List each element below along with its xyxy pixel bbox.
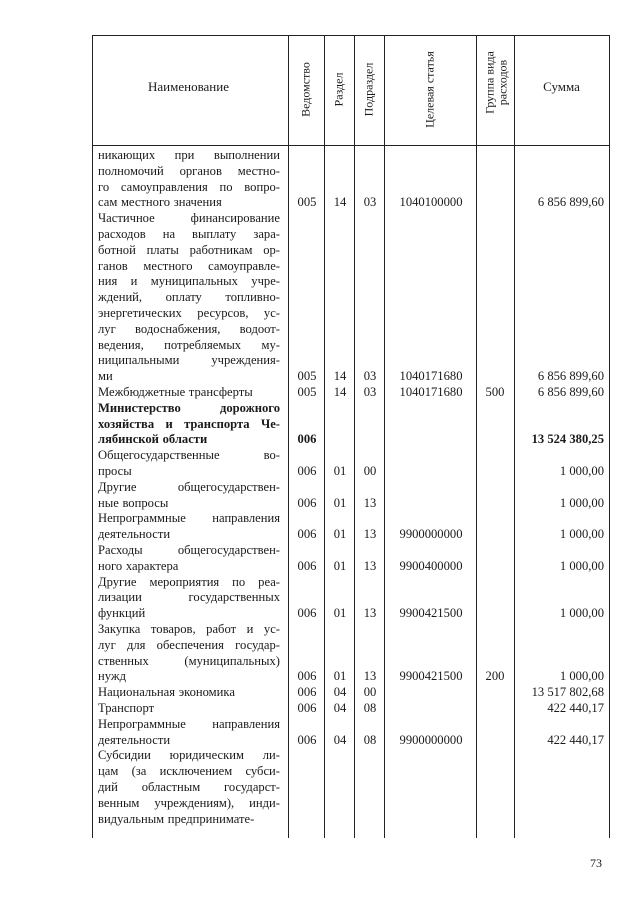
header-grp-line2: расходов (495, 59, 510, 106)
row-razdel: 01 (333, 495, 347, 510)
column-border (384, 35, 385, 838)
column-border (288, 35, 289, 838)
row-sum: 422 440,17 (547, 732, 604, 747)
row-name-line: ждений, оплату топливно- (98, 290, 280, 305)
row-name-line: ные вопросы (98, 495, 169, 510)
row-razdel: 14 (333, 385, 347, 399)
row-podrazdel: 13 (363, 527, 377, 542)
row-name-line: луг для обеспечения государ- (98, 637, 280, 652)
row-sum: 422 440,17 (547, 701, 604, 715)
row-name (98, 401, 280, 448)
row-cel: 9900000000 (399, 527, 463, 542)
row-ved: 006 (297, 527, 317, 542)
row-razdel: 14 (333, 369, 347, 384)
row-name-line: ми (98, 369, 113, 384)
row-name-line: Министерство дорожного (98, 400, 280, 415)
row-name-line: полномочий органов местно- (98, 163, 280, 178)
table-header-bottom-border (92, 145, 609, 146)
row-name (98, 575, 280, 622)
row-grp: 500 (485, 385, 505, 399)
row-ved: 005 (297, 369, 317, 384)
row-razdel: 04 (333, 701, 347, 715)
row-ved: 006 (297, 558, 317, 573)
header-podrazdel: Подраздел (361, 62, 376, 117)
row-name-line: луг водоснабжения, водоот- (98, 321, 280, 336)
row-sum: 13 517 802,68 (531, 685, 604, 700)
row-podrazdel: 00 (363, 463, 377, 478)
row-cel: 9900000000 (399, 732, 463, 747)
row-ved: 006 (297, 685, 317, 700)
row-name-line: Транспорт (98, 701, 155, 715)
row-podrazdel: 08 (363, 732, 377, 747)
row-name-line: видуальным предпринимате- (98, 811, 255, 826)
row-razdel: 01 (333, 527, 347, 542)
row-ved: 006 (297, 701, 317, 715)
header-grp-line1: Группа вида (482, 51, 497, 114)
row-name-line: ственных (муниципальных) (98, 653, 280, 668)
row-razdel: 14 (333, 195, 347, 210)
row-ved: 006 (297, 732, 317, 747)
row-name-line: Расходы общегосударствен- (98, 543, 280, 557)
row-name-line: Непрограммные направления (98, 716, 280, 731)
row-name-line: ведения, потребляемых му- (98, 337, 280, 352)
row-name-line: ниципальными учреждения- (98, 353, 280, 368)
row-podrazdel: 13 (363, 606, 377, 621)
row-name-line: функций (98, 606, 146, 621)
row-cel: 1040171680 (399, 385, 463, 399)
header-sum: Сумма (543, 79, 580, 94)
row-name (98, 148, 280, 211)
row-name-line: ганов местного самоуправле- (98, 258, 280, 273)
page-number: 73 (590, 856, 602, 870)
header-name: Наименование (148, 79, 229, 94)
row-name-line: сам местного значения (98, 195, 222, 210)
row-name (98, 748, 280, 827)
row-name (98, 480, 280, 512)
row-cel: 9900421500 (399, 606, 463, 621)
row-name-line: лябинской области (98, 432, 208, 447)
row-name-line: Национальная экономика (98, 685, 235, 700)
row-razdel: 04 (333, 685, 347, 700)
row-podrazdel: 08 (363, 701, 377, 715)
row-name-line: Другие мероприятия по реа- (98, 574, 280, 589)
row-sum: 1 000,00 (559, 606, 604, 621)
row-razdel: 01 (333, 463, 347, 478)
row-podrazdel: 13 (363, 558, 377, 573)
row-podrazdel: 13 (363, 669, 377, 684)
row-name-line: Субсидии юридическим ли- (98, 748, 280, 763)
row-name-line: ного характера (98, 558, 179, 573)
row-name (98, 385, 280, 401)
row-name-line: Непрограммные направления (98, 511, 280, 526)
row-cel: 1040100000 (399, 195, 463, 210)
row-name-line: лизации государственных (98, 590, 280, 605)
row-ved: 005 (297, 385, 317, 399)
row-name-line: цам (за исключением субси- (98, 764, 280, 779)
header-cel: Целевая статья (422, 51, 437, 128)
row-ved: 006 (297, 606, 317, 621)
row-name-line: ния и муниципальных учре- (98, 274, 280, 289)
row-sum: 1 000,00 (559, 463, 604, 478)
row-podrazdel: 03 (363, 195, 377, 210)
row-name-line: го самоуправления по вопро- (98, 179, 280, 194)
row-sum: 6 856 899,60 (537, 369, 604, 384)
row-sum: 6 856 899,60 (537, 385, 604, 399)
table-top-border (92, 35, 609, 36)
row-name-line: Общегосударственные во- (98, 448, 280, 463)
row-name-line: никающих при выполнении (98, 148, 280, 162)
row-podrazdel: 00 (363, 685, 377, 700)
row-name (98, 685, 280, 701)
row-name-line: ботной платы работникам ор- (98, 242, 280, 257)
header-razdel: Раздел (331, 72, 346, 107)
row-sum: 1 000,00 (559, 669, 604, 684)
row-name-line: деятельности (98, 527, 171, 542)
row-podrazdel: 13 (363, 495, 377, 510)
row-sum: 6 856 899,60 (537, 195, 604, 210)
row-podrazdel: 03 (363, 369, 377, 384)
row-name-line: просы (98, 463, 132, 478)
row-name (98, 543, 280, 575)
row-ved: 006 (297, 669, 317, 684)
row-name (98, 448, 280, 480)
row-razdel: 01 (333, 558, 347, 573)
row-razdel: 04 (333, 732, 347, 747)
row-sum: 13 524 380,25 (531, 432, 604, 447)
row-name-line: венным учреждениям), инди- (98, 795, 280, 810)
row-podrazdel: 03 (363, 385, 377, 399)
column-border (324, 35, 325, 838)
row-name (98, 717, 280, 749)
row-name-line: энергетических ресурсов, ус- (98, 305, 280, 320)
column-border (92, 35, 93, 838)
row-name-line: Другие общегосударствен- (98, 479, 280, 494)
row-name-line: Частичное финансирование (98, 211, 280, 226)
row-ved: 006 (297, 495, 317, 510)
row-cel: 9900421500 (399, 669, 463, 684)
row-name (98, 511, 280, 543)
row-grp: 200 (485, 669, 505, 684)
row-sum: 1 000,00 (559, 558, 604, 573)
row-ved: 006 (297, 463, 317, 478)
column-border (609, 35, 610, 838)
row-name-line: деятельности (98, 732, 171, 747)
row-name-line: нужд (98, 669, 126, 684)
row-name (98, 211, 280, 385)
column-border (354, 35, 355, 838)
row-name-line: расходов на выплату зара- (98, 226, 280, 241)
row-ved: 005 (297, 195, 317, 210)
row-name (98, 701, 280, 717)
row-sum: 1 000,00 (559, 495, 604, 510)
column-border (476, 35, 477, 838)
row-sum: 1 000,00 (559, 527, 604, 542)
row-name-line: Межбюджетные трансферты (98, 385, 253, 399)
row-ved: 006 (297, 432, 317, 447)
row-name (98, 622, 280, 685)
row-cel: 1040171680 (399, 369, 463, 384)
row-name-line: хозяйства и транспорта Че- (98, 416, 280, 431)
row-name-line: Закупка товаров, работ и ус- (98, 622, 280, 636)
row-cel: 9900400000 (399, 558, 463, 573)
row-razdel: 01 (333, 606, 347, 621)
row-razdel: 01 (333, 669, 347, 684)
header-ved: Ведомство (298, 62, 313, 117)
row-name-line: дий областным государст- (98, 779, 280, 794)
